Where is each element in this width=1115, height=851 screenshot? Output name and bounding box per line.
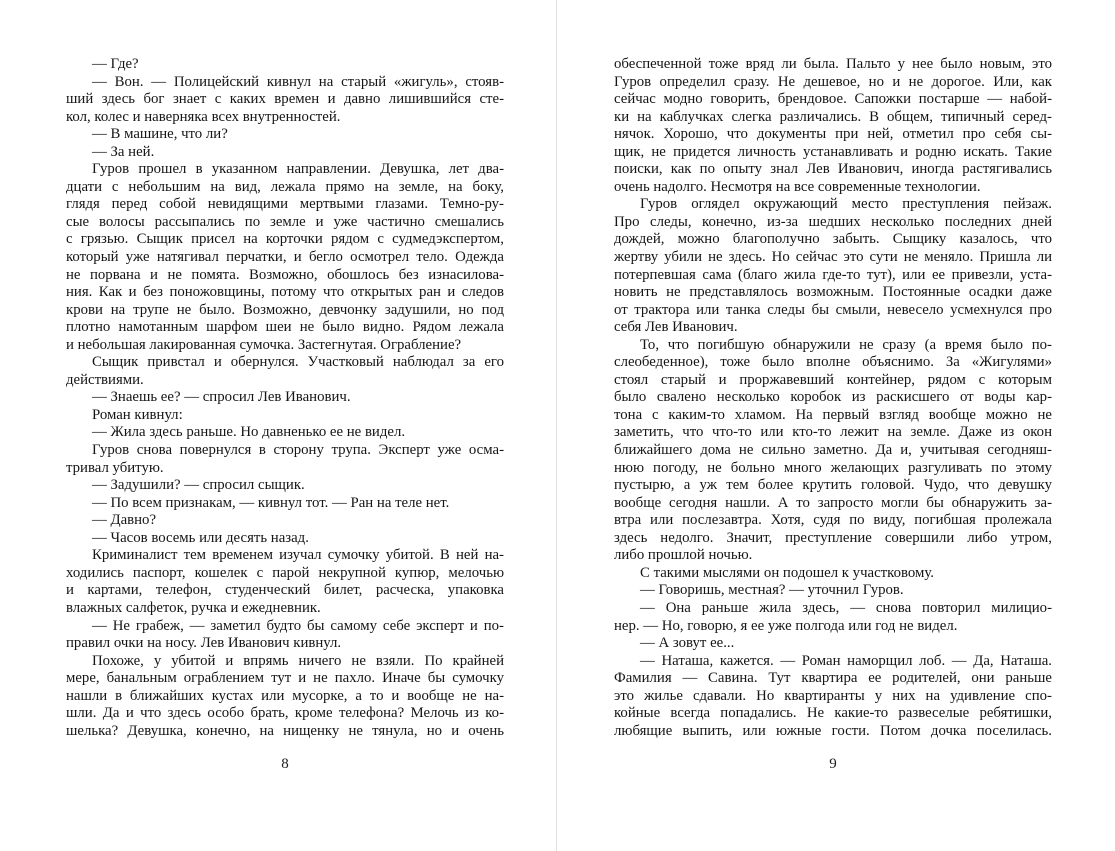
- text-line: сые волосы рассыпались по земле и уже частично смешались: [66, 213, 504, 230]
- text-line: тривал убитую.: [66, 459, 164, 476]
- text-line: Фамилия — Савина. Тут квартира ее родителей, они раньше: [614, 670, 1052, 687]
- text-line: пустырю, а уж тем более крутить головой. Чудо, что девушку: [614, 477, 1052, 494]
- text-line: Криминалист тем временем изучал сумочку убитой. В ней на-: [92, 547, 504, 564]
- text-line: либо прошлой ночью.: [614, 547, 753, 564]
- text-line: нячок. Хорошо, что документы при ней, отметил про себя сы-: [614, 126, 1052, 143]
- text-line: ки на каблучках слегка различались. В общем, типичный серед-: [614, 108, 1052, 125]
- text-line: — Не грабеж, — заметил будто бы самому себе эксперт и по-: [92, 617, 504, 634]
- text-line: было свалено несколько коробок из раскисшего от воды кар-: [614, 389, 1052, 406]
- text-line: койные всегда попадались. Не какие-то развеселые ребятишки,: [614, 705, 1052, 722]
- text-line: Гуров определил сразу. Не дешевое, но и не дорогое. Или, как: [614, 73, 1052, 90]
- text-line: это жилье сдавали. Но квартиранты у них на удивление спо-: [614, 687, 1052, 704]
- text-line: ближайшего дома не сильно заметно. Да и, учитывая сегодняш-: [614, 442, 1052, 459]
- text-line: нюю погоду, не больно много желающих разгуливать по этому: [614, 459, 1052, 476]
- text-line: вообще сегодня нашли. А то запросто могли бы обнаружить за-: [614, 494, 1052, 511]
- text-line: — Говоришь, местная? — уточнил Гуров.: [640, 582, 904, 599]
- text-line: действиями.: [66, 371, 144, 388]
- text-line: дцати с небольшим на вид, лежала прямо на земле, на боку,: [66, 178, 504, 195]
- text-line: шли. Да и что здесь особо брать, кроме телефона? Мелочь из ко-: [66, 705, 504, 722]
- left-page-number: 8: [281, 756, 289, 772]
- text-line: очень надолго. Несмотря на все современные технологии.: [614, 178, 981, 195]
- text-line: с грязью. Сыщик присел на корточки рядом с судмедэкспертом,: [66, 231, 504, 248]
- text-line: — Знаешь ее? — спросил Лев Иванович.: [92, 389, 351, 406]
- right-page-text: [614, 56, 1052, 740]
- text-line: новить не представлялось возможным. Постоянные осадки даже: [614, 284, 1052, 301]
- text-line: жертву убили не здесь. Но сейчас это сути не меняло. Пришла ли: [614, 249, 1052, 266]
- text-line: себя Лев Иванович.: [614, 319, 738, 336]
- text-line: ший здесь бог знает с каких времен и давно лишившийся сте-: [66, 91, 504, 108]
- text-line: — По всем признакам, — кивнул тот. — Ран на теле нет.: [92, 494, 450, 511]
- text-line: стоял старый и проржавевший контейнер, рядом с которым: [614, 371, 1052, 388]
- text-line: поиски, как по опыту знал Лев Иванович, иногда растягивались: [614, 161, 1052, 178]
- text-line: Гуров снова повернулся в сторону трупа. Эксперт уже осма-: [92, 442, 504, 459]
- text-line: кол, колес и наверняка всех внутренностей.: [66, 108, 341, 125]
- text-line: — Где?: [92, 56, 139, 72]
- text-line: слеобеденное), тоже было вполне объяснимо. За «Жигулями»: [614, 354, 1052, 371]
- text-line: крови на трупе не было. Возможно, девчонку задушили, но под: [66, 301, 504, 318]
- text-line: влажных салфеток, ручка и ежедневник.: [66, 599, 321, 616]
- page-gutter-divider: [556, 0, 557, 851]
- text-line: — Она раньше жила здесь, — снова повторил милицио-: [640, 599, 1052, 616]
- text-line: Гуров прошел в указанном направлении. Девушка, лет два-: [92, 161, 504, 178]
- text-line: заметить, что что-то или кто-то лежит на земле. Даже из окон: [614, 424, 1052, 441]
- text-line: который уже натягивал перчатки, и бегло осмотрел тело. Одежда: [66, 249, 504, 266]
- text-line: не порвана и не помята. Возможно, обошлось без изнасилова-: [66, 266, 504, 283]
- text-line: нер. — Но, говорю, я ее уже полгода или год не видел.: [614, 617, 958, 634]
- text-line: и картами, телефон, студенческий билет, расческа, упаковка: [66, 582, 504, 599]
- text-line: глядя перед собой невидящими мертвыми глазами. Темно-ру-: [66, 196, 504, 213]
- left-page-text: [66, 56, 504, 740]
- text-line: щик, не придется личность устанавливать и родню искать. Такие: [614, 143, 1052, 160]
- text-line: Похоже, у убитой и впрямь ничего не взяли. По крайней: [92, 652, 504, 669]
- text-line: ния. Как и без поножовщины, потому что открытых ран и следов: [66, 284, 504, 301]
- text-line: плотно намотанным шарфом шеи не было видно. Рядом лежала: [66, 319, 504, 336]
- text-line: потерпевшая сама (благо жила где-то тут), или ее привезли, уста-: [614, 266, 1052, 283]
- text-line: — Задушили? — спросил сыщик.: [92, 477, 305, 494]
- text-line: Гуров оглядел окружающий место преступления пейзаж.: [640, 196, 1052, 213]
- text-line: — Часов восемь или десять назад.: [92, 529, 309, 546]
- text-line: То, что погибшую обнаружили не сразу (а время было по-: [640, 336, 1052, 353]
- text-line: — Наташа, кажется. — Роман наморщил лоб. — Да, Наташа.: [640, 652, 1052, 669]
- text-line: Роман кивнул:: [92, 406, 183, 423]
- text-line: и небольшая лакированная сумочка. Застегнутая. Ограбление?: [66, 336, 462, 353]
- text-line: С такими мыслями он подошел к участковому.: [640, 564, 934, 581]
- text-line: — В машине, что ли?: [92, 126, 228, 143]
- text-line: — Давно?: [92, 512, 157, 529]
- text-line: тона с каким-то хламом. На первый взгляд вообще можно не: [614, 406, 1052, 423]
- text-line: шелька? Девушка, конечно, на нищенку не тянула, но и очень: [66, 722, 504, 739]
- text-line: здесь недолго. Значит, преступление совершили либо утром,: [614, 529, 1052, 546]
- text-line: Про следы, конечно, из-за шедших несколько последних дней: [614, 213, 1052, 230]
- text-line: дождей, можно благополучно забыть. Сыщику казалось, что: [614, 231, 1052, 248]
- text-line: — Жила здесь раньше. Но давненько ее не видел.: [92, 424, 406, 441]
- text-line: — А зовут ее...: [640, 635, 735, 652]
- text-line: мере, банальным ограблением тут и не пахло. Иначе бы сумочку: [66, 670, 504, 687]
- text-line: нашли в ближайших кустах или мусорке, а то и вообще не на-: [66, 687, 504, 704]
- text-line: от трактора или танка следы бы смыли, невесело усмехнулся про: [614, 301, 1052, 318]
- text-line: — Вон. — Полицейский кивнул на старый «жигуль», стояв-: [92, 73, 504, 90]
- text-line: правил очки на носу. Лев Иванович кивнул.: [66, 635, 342, 652]
- text-line: ходились паспорт, кошелек с парой некрупной купюр, мелочью: [66, 564, 504, 581]
- text-line: любящие выпить, или южные гости. Потом дочка поселилась.: [614, 722, 1052, 739]
- text-line: сейчас модно говорить, брендовое. Сапожки постарше — набой-: [614, 91, 1052, 108]
- text-line: обеспеченной тоже вряд ли была. Пальто у нее было новым, это: [614, 56, 1052, 72]
- text-line: Сыщик привстал и обернулся. Участковый наблюдал за его: [92, 354, 504, 371]
- right-page-number: 9: [829, 756, 837, 772]
- text-line: втра или послезавтра. Хотя, судя по виду, погибшая пролежала: [614, 512, 1052, 529]
- text-line: — За ней.: [92, 143, 155, 160]
